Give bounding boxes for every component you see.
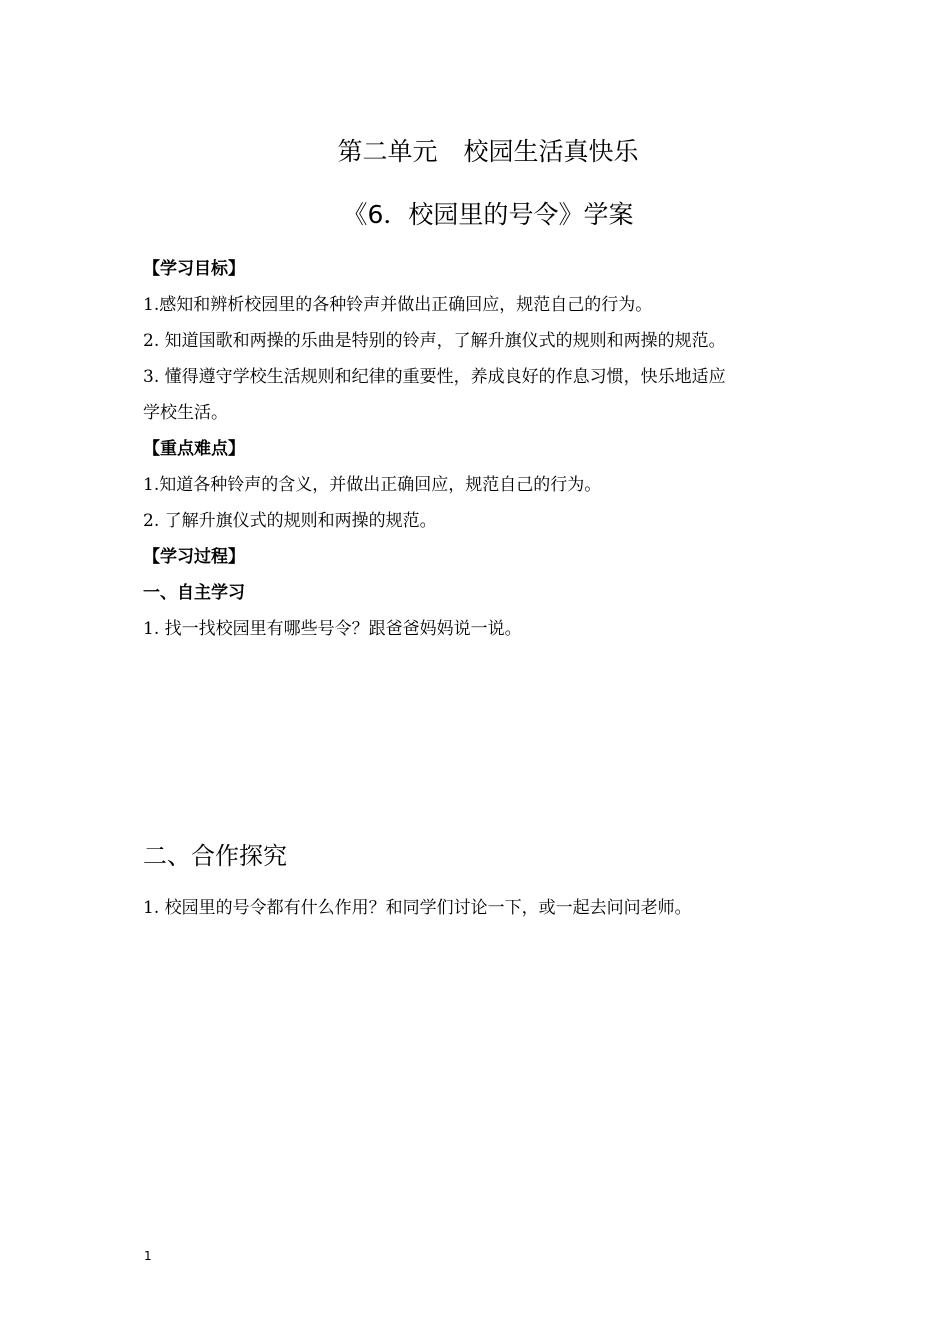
self-study-heading: 一、自主学习 <box>143 583 245 603</box>
key-point-item-1: 1.知道各种铃声的含义，并做出正确回应，规范自己的行为。 <box>143 475 602 495</box>
unit-title <box>13 135 950 169</box>
key-point-item-2: 2. 了解升旗仪式的规则和两操的规范。 <box>143 511 437 531</box>
self-study-item-1: 1. 找一找校园里有哪些号令？跟爸爸妈妈说一说。 <box>143 619 522 639</box>
unit-title-name: 校园生活真快乐 <box>463 137 639 166</box>
objective-item-3-continued: 学校生活。 <box>143 403 228 423</box>
objective-item-2: 2. 知道国歌和两操的乐曲是特别的铃声，了解升旗仪式的规则和两操的规范。 <box>143 331 726 351</box>
objectives-heading: 【学习目标】 <box>143 259 245 279</box>
cooperation-heading: 二、合作探究 <box>143 842 287 870</box>
objective-item-3: 3. 懂得遵守学校生活规则和纪律的重要性，养成良好的作息习惯，快乐地适应 <box>143 367 726 387</box>
page-number: 1 <box>144 1249 152 1263</box>
process-heading: 【学习过程】 <box>143 547 245 567</box>
unit-title-number: 第二单元 <box>337 137 438 166</box>
key-points-heading: 【重点难点】 <box>143 439 245 459</box>
lesson-title: 《6．校园里的号令》学案 <box>342 200 634 229</box>
cooperation-item-1: 1. 校园里的号令都有什么作用？和同学们讨论一下，或一起去问问老师。 <box>143 898 692 918</box>
objective-item-1: 1.感知和辨析校园里的各种铃声并做出正确回应，规范自己的行为。 <box>143 295 653 315</box>
